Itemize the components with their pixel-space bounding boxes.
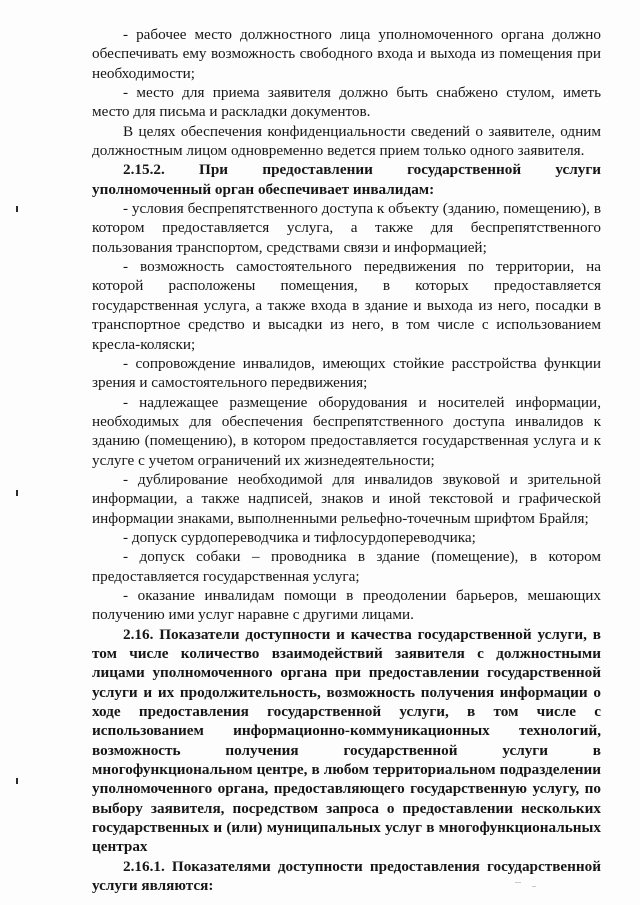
scan-artifact-mark — [16, 206, 18, 212]
list-item-barrier-assistance: - оказание инвалидам помощи в преодолении барьеров, мешающих получению ими услуг наравне с другими лицами. — [92, 586, 601, 624]
scan-artifact-mark — [16, 490, 18, 496]
list-item-access-conditions: - условия беспрепятственного доступа к объекту (зданию, помещению), в котором предоставляется услуга, а также для беспрепятственного пользования транспортом, средствами связи и информацией; — [92, 200, 601, 256]
list-item-information-duplication: - дублирование необходимой для инвалидов звуковой и зрительной информации, а также надписей, знаков и иной текстовой и графической информации знаками, выполненными рельефно-точечным шрифтом Брайля; — [92, 470, 601, 527]
scan-speck — [515, 882, 521, 883]
document-page — [92, 25, 601, 895]
paragraph-reception-place: - место для приема заявителя должно быть снабжено стулом, иметь место для письма и раскладки документов. — [92, 84, 601, 121]
section-heading-2-16-1: 2.16.1. Показателями доступности предоставления государственной услуги являются: — [92, 857, 601, 895]
section-heading-2-16: 2.16. Показатели доступности и качества государственной услуги, в том числе количество взаимодействий заявителя с должностными лицами уполномоченного органа при предоставлении государственной услуги и их продолжительность, возможность получения информации о ходе предоставления государственной услуги, в том числе с использованием информационно-коммуникационных технологий, возможность получения государственной услуги в многофункциональном центре, в любом территориальном подразделении уполномоченного органа, предоставляющего государственную услугу, по выбору заявителя, посредством запроса о предоставлении нескольких государственных и (или) муниципальных услуг в многофункциональных центрах — [92, 625, 601, 856]
list-item-sign-interpreter: - допуск сурдопереводчика и тифлосурдопереводчика; — [123, 528, 476, 546]
list-item-escort: - сопровождение инвалидов, имеющих стойкие расстройства функции зрения и самостоятельного передвижения; — [92, 354, 601, 392]
list-item-equipment-placement: - надлежащее размещение оборудования и носителей информации, необходимых для обеспечения беспрепятственного доступа инвалидов к зданию (помещению), в котором предоставляется государственная услуга и к услуге с учетом ограничений их жизнедеятельности; — [92, 393, 601, 469]
scan-artifact-mark — [16, 778, 18, 784]
paragraph-workplace: - рабочее место должностного лица уполномоченного органа должно обеспечивать ему возможность свободного входа и выхода из помещения при необходимости; — [92, 26, 601, 82]
paragraph-confidentiality: В целях обеспечения конфиденциальности сведений о заявителе, одним должностным лицом одновременно ведется прием только одного заявителя. — [92, 122, 601, 160]
section-heading-2-15-2: 2.15.2. При предоставлении государственной услуги уполномоченный орган обеспечивает инвалидам: — [92, 161, 601, 198]
scan-speck — [532, 886, 536, 887]
list-item-independent-movement: - возможность самостоятельного передвижения по территории, на которой расположены помещения, в которых предоставляется государственная услуга, а также входа в здание и выхода из него, посадки в транспортное средство и высадки из него, в том числе с использованием кресла-коляски; — [92, 258, 601, 353]
list-item-guide-dog: - допуск собаки – проводника в здание (помещение), в котором предоставляется государственная услуга; — [92, 548, 601, 585]
